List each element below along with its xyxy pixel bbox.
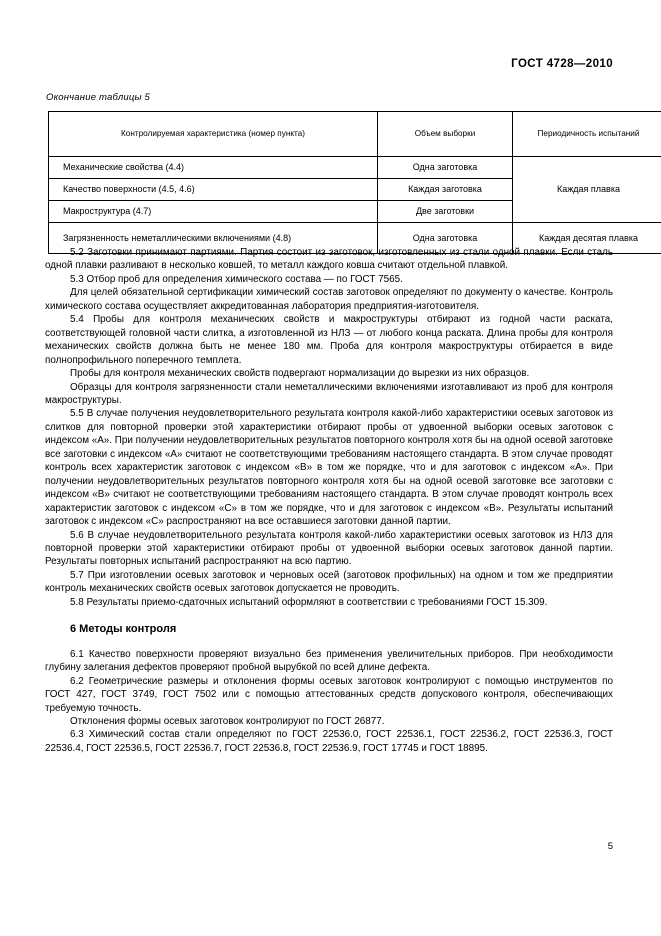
paragraph-5-3: 5.3 Отбор проб для определения химического состава — по ГОСТ 7565.	[70, 273, 403, 285]
paragraph-6-2-form-deviation: Отклонения формы осевых заготовок контролируют по ГОСТ 26877.	[70, 715, 385, 727]
cell-sample-size: Две заготовки	[378, 201, 513, 223]
column-header-sample-size: Объем выборки	[378, 112, 513, 157]
cell-sample-size: Каждая заготовка	[378, 179, 513, 201]
paragraph-5-4-samples: Образцы для контроля загрязненности стали неметаллическими включениями изготавливают из проб для контроля макроструктуры.	[45, 381, 613, 406]
paragraph-5-2: 5.2 Заготовки принимают партиями. Партия состоит из заготовок, изготовленных из стали одной плавки. Если сталь одной плавки разливают в несколько ковшей, то металл каждого ковша считают отдельной плавкой.	[45, 247, 613, 272]
paragraph-5-4: 5.4 Пробы для контроля механических свойств и макроструктуры отбирают из годной части раската, соответствующей головной части слитка, а изготовленной из НЛЗ — от любого конца раската. Длина пробы для контроля механических свойств должна быть не менее 180 мм. Проба для контроля макроструктуры отбирается в виде полнопрофильного поперечного темплета.	[45, 314, 613, 366]
inspection-table-wrapper	[48, 111, 640, 254]
cell-sample-size: Одна заготовка	[378, 223, 513, 254]
cell-characteristic: Механические свойства (4.4)	[49, 157, 378, 179]
document-body	[45, 246, 613, 755]
section-heading-6: 6 Методы контроля	[70, 623, 177, 636]
section-spacer	[45, 609, 613, 623]
paragraph-6-1: 6.1 Качество поверхности проверяют визуально без применения увеличительных приборов. При необходимости глубину залегания дефектов проверяют пробной вырубкой по всей длине дефекта.	[45, 648, 613, 674]
paragraph-5-7: 5.7 При изготовлении осевых заготовок и черновых осей (заготовок профильных) на одном и том же предприятии контроль механических свойств осевых заготовок допускается не проводить.	[45, 569, 613, 595]
paragraph-5-5: 5.5 В случае получения неудовлетворительного результата контроля какой-либо характеристики осевых заготовок из слитков для повторной проверки этой характеристики отбирают пробы от удвоенной выборки осевых заготовок с индексом «А». При получении неудовлетворительных результатов повторного контроля хотя бы на одной осевой заготовке все заготовки с индексом «А» считают не соответствующими требованиям настоящего стандарта. В этом случае проводят контроль всех характеристик заготовок с индексом «В» в том же порядке, что и для заготовок с индексом «А». При получении неудовлетворительных результатов повторного контроля хотя бы на одной осевой заготовке все заготовки с индексом «В» считают не соответствующими требованиям настоящего стандарта. В этом случае проводят контроль всех характеристик заготовок с индексом «С» в том же порядке, что и для заготовок с индексом «В». Результаты испытаний заготовок с индексом «С» распространяют на все оставшиеся заготовки данной партии.	[45, 408, 614, 528]
cell-sample-size: Одна заготовка	[378, 157, 513, 179]
column-header-characteristic: Контролируемая характеристика (номер пункта)	[49, 112, 378, 157]
table-header-row	[49, 112, 661, 157]
paragraph-5-3-continued: Для целей обязательной сертификации химический состав заготовок определяют по документу о качестве. Контроль химического состава осуществляет аккредитованная лаборатория предприятия-изготовителя.	[45, 287, 613, 312]
paragraph-6-3: 6.3 Химический состав стали определяют по ГОСТ 22536.0, ГОСТ 22536.1, ГОСТ 22536.2, ГОСТ 22536.3, ГОСТ 22536.4, ГОСТ 22536.5, ГОСТ 22536.7, ГОСТ 22536.8, ГОСТ 22536.9, ГОСТ 17745 и ГОСТ 18895.	[45, 729, 613, 754]
paragraph-6-2: 6.2 Геометрические размеры и отклонения формы осевых заготовок контролируют с помощью инструментов по ГОСТ 427, ГОСТ 3749, ГОСТ 7502 или с помощью аттестованных средств допускового контроля, обеспечивающих требуемую точность.	[45, 675, 613, 714]
cell-characteristic: Качество поверхности (4.5, 4.6)	[49, 179, 378, 201]
cell-characteristic: Загрязненность неметаллическими включениями (4.8)	[49, 223, 378, 254]
cell-frequency: Каждая десятая плавка	[513, 223, 661, 254]
table-row	[49, 157, 661, 179]
inspection-table	[48, 111, 661, 254]
column-header-frequency: Периодичность испытаний	[513, 112, 661, 157]
cell-characteristic: Макроструктура (4.7)	[49, 201, 378, 223]
page-number: 5	[607, 841, 613, 852]
running-header-standard-ref: ГОСТ 4728—2010	[511, 58, 613, 70]
table-caption: Окончание таблицы 5	[46, 92, 151, 103]
paragraph-5-4-normalization: Пробы для контроля механических свойств подвергают нормализации до вырезки из них образцов.	[70, 368, 530, 380]
paragraph-5-8: 5.8 Результаты приемо-сдаточных испытаний оформляют в соответствии с требованиями ГОСТ 15.309.	[70, 596, 548, 608]
section-spacer	[45, 637, 613, 648]
cell-frequency: Каждая плавка	[513, 157, 661, 223]
paragraph-5-6: 5.6 В случае неудовлетворительного результата контроля какой-либо характеристики осевых заготовок из НЛЗ для повторной проверки этой характеристики отбирают пробы от удвоенной выборки осевых заготовок данной партии. Результаты повторных испытаний распространяют на всю партию.	[45, 529, 613, 568]
